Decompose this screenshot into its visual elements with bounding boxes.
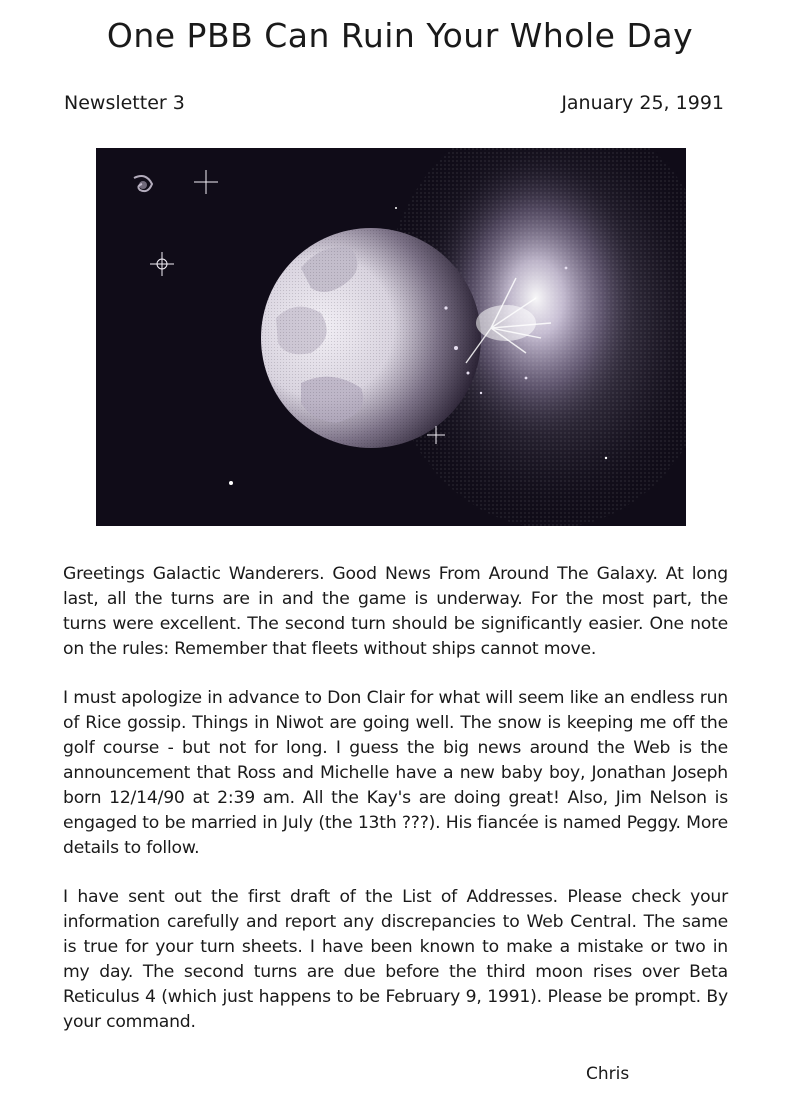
newsletter-body — [63, 562, 728, 1059]
body-paragraph-1: Greetings Galactic Wanderers. Good News From Around The Galaxy. At long last, all the turns are in and the game is underway. For the most part, the turns were excellent. The second turn should be significantly easier. One note on the rules: Remember that fleets without ships cannot move. — [63, 564, 728, 659]
issue-label: Newsletter 3 — [64, 92, 185, 114]
exploding-planet-illustration — [96, 148, 686, 526]
exploding-planet-icon — [96, 148, 686, 526]
issue-date: January 25, 1991 — [561, 92, 724, 114]
body-paragraph-2: I must apologize in advance to Don Clair for what will seem like an endless run of Rice gossip. Things in Niwot are going well. The snow is keeping me off the golf course - but not for long. I guess the big news around the Web is the announcement that Ross and Michelle have a new baby boy, Jonathan Joseph born 12/14/90 at 2:39 am. All the Kay's are doing great! Also, Jim Nelson is engaged to be married in July (the 13th ???). His fiancée is named Peggy. More details to follow. — [63, 688, 728, 858]
newsletter-title: One PBB Can Ruin Your Whole Day — [106, 16, 694, 55]
body-paragraph-3: I have sent out the first draft of the List of Addresses. Please check your information carefully and report any discrepancies to Web Central. The same is true for your turn sheets. I have been known to make a mistake or two in my day. The second turns are due before the third moon rises over Beta Reticulus 4 (which just happens to be February 9, 1991). Please be prompt. By your command. — [63, 887, 728, 1032]
signature: Chris — [586, 1064, 630, 1084]
